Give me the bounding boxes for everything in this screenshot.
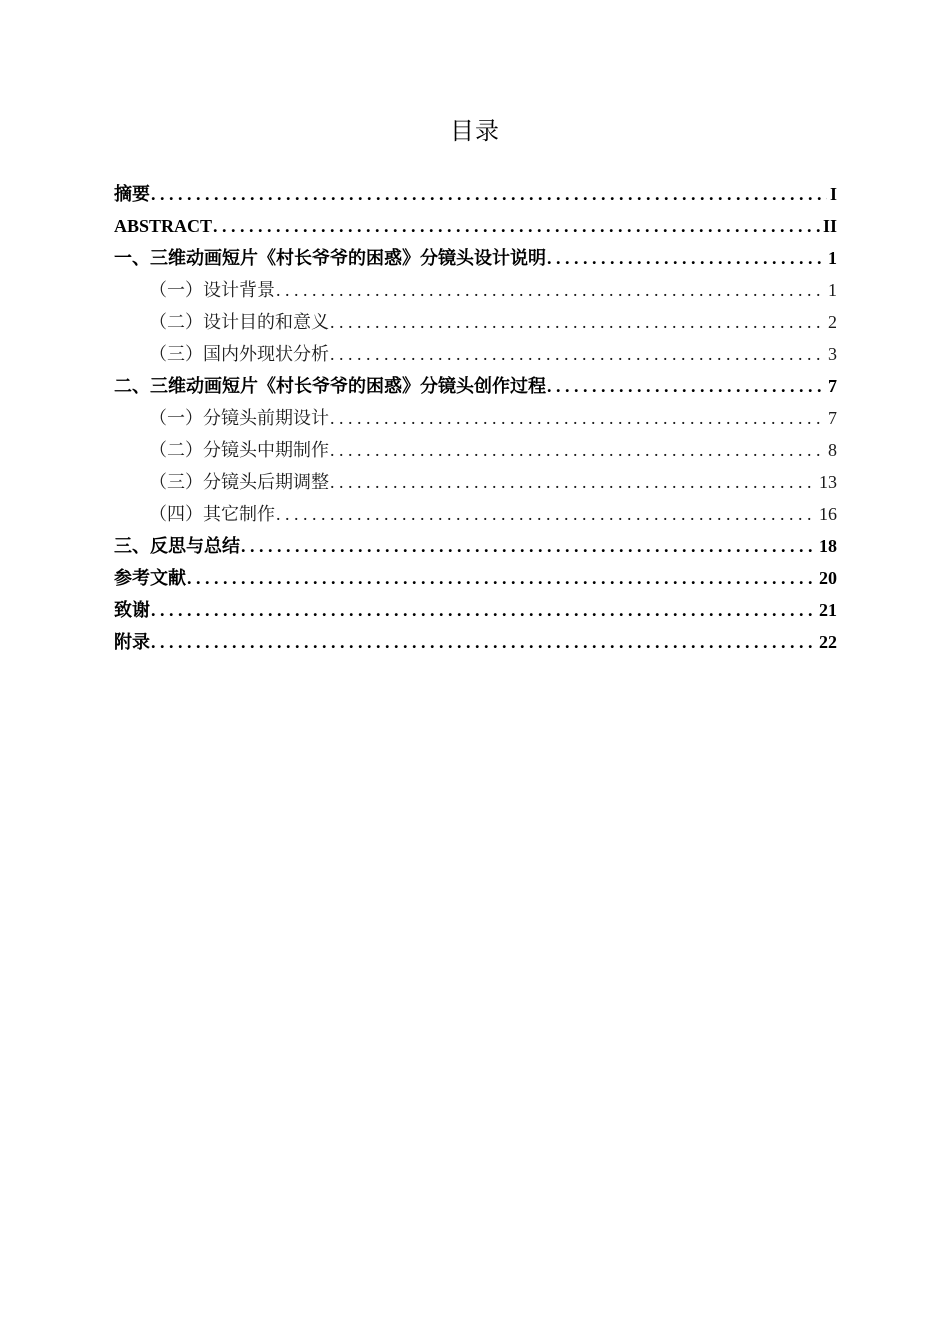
- dot-leader: [330, 306, 825, 338]
- toc-entry-page: 21: [819, 600, 837, 620]
- toc-entry-chapter-2[interactable]: [114, 370, 837, 402]
- dot-leader: [276, 498, 816, 530]
- toc-entry-page: 8: [828, 440, 837, 460]
- dot-leader: [151, 594, 816, 626]
- toc-entry-page: 1: [828, 248, 837, 268]
- table-of-contents: [114, 178, 837, 658]
- toc-entry-chapter-3[interactable]: [114, 530, 837, 562]
- dot-leader: [241, 530, 816, 562]
- dot-leader: [151, 626, 816, 658]
- toc-entry-page: 18: [819, 536, 837, 556]
- toc-entry-chapter-1[interactable]: [114, 242, 837, 274]
- toc-entry-page: 3: [828, 344, 837, 364]
- toc-entry-page: II: [822, 216, 837, 236]
- toc-entry-text: ABSTRACT: [114, 216, 213, 236]
- toc-entry-text: 三、反思与总结: [114, 536, 240, 556]
- dot-leader: [330, 402, 825, 434]
- toc-entry-text: （二）设计目的和意义: [149, 312, 329, 332]
- toc-entry-text: 摘要: [114, 184, 150, 204]
- toc-entry-page: 13: [819, 472, 837, 492]
- toc-entry-text: 附录: [114, 632, 150, 652]
- toc-entry-text: 一、三维动画短片《村长爷爷的困惑》分镜头设计说明: [114, 248, 546, 268]
- toc-entry-section-1-1[interactable]: [114, 274, 837, 306]
- toc-entry-page: 7: [828, 408, 837, 428]
- toc-entry-section-2-2[interactable]: [114, 434, 837, 466]
- toc-entry-page: 2: [828, 312, 837, 332]
- toc-entry-text: （四）其它制作: [149, 504, 275, 524]
- dot-leader: [547, 242, 825, 274]
- toc-entry-text: （三）分镜头后期调整: [149, 472, 329, 492]
- toc-entry-text: 参考文献: [114, 568, 186, 588]
- toc-entry-references[interactable]: [114, 562, 837, 594]
- toc-entry-text: 二、三维动画短片《村长爷爷的困惑》分镜头创作过程: [114, 376, 546, 396]
- dot-leader: [330, 338, 825, 370]
- toc-entry-section-1-3[interactable]: [114, 338, 837, 370]
- toc-entry-page: 22: [819, 632, 837, 652]
- toc-entry-section-2-3[interactable]: [114, 466, 837, 498]
- dot-leader: [330, 434, 825, 466]
- dot-leader: [547, 370, 825, 402]
- toc-entry-text: （一）设计背景: [149, 280, 275, 300]
- toc-entry-text: （三）国内外现状分析: [149, 344, 329, 364]
- dot-leader: [213, 210, 820, 242]
- toc-entry-appendix[interactable]: [114, 626, 837, 658]
- toc-entry-page: I: [829, 184, 837, 204]
- toc-entry-page: 1: [828, 280, 837, 300]
- page-title: 目录: [450, 117, 500, 145]
- toc-entry-abstract-en[interactable]: [114, 210, 837, 242]
- toc-entry-text: （一）分镜头前期设计: [149, 408, 329, 428]
- toc-entry-acknowledgements[interactable]: [114, 594, 837, 626]
- toc-entry-page: 16: [819, 504, 837, 524]
- dot-leader: [151, 178, 827, 210]
- toc-entry-abstract-cn[interactable]: [114, 178, 837, 210]
- toc-entry-text: 致谢: [114, 600, 150, 620]
- toc-entry-section-1-2[interactable]: [114, 306, 837, 338]
- dot-leader: [330, 466, 816, 498]
- dot-leader: [276, 274, 825, 306]
- toc-entry-section-2-1[interactable]: [114, 402, 837, 434]
- toc-entry-section-2-4[interactable]: [114, 498, 837, 530]
- dot-leader: [187, 562, 816, 594]
- toc-entry-page: 20: [819, 568, 837, 588]
- toc-entry-page: 7: [828, 376, 837, 396]
- toc-entry-text: （二）分镜头中期制作: [149, 440, 329, 460]
